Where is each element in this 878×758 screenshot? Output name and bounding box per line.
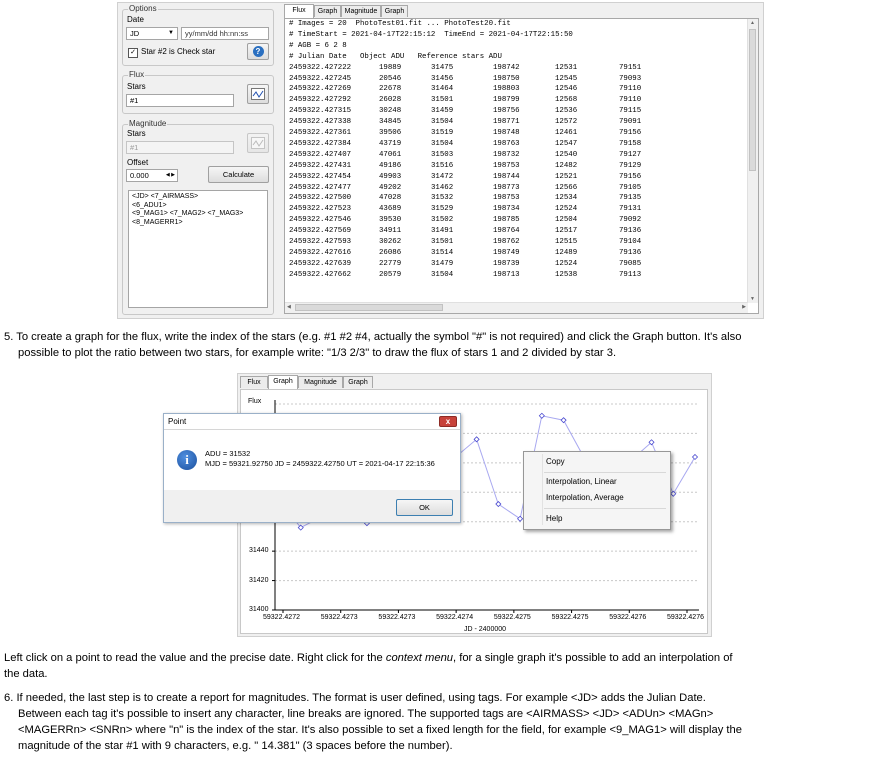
output-tabs xyxy=(284,5,434,18)
output-cell: 31503 xyxy=(431,150,454,159)
output-cell: 2459322.427338 xyxy=(289,118,352,127)
output-cell: 79156 xyxy=(619,129,642,137)
output-cell: 31529 xyxy=(431,205,454,214)
output-cell: 198744 xyxy=(493,172,520,181)
output-cell: 12524 xyxy=(555,205,578,214)
x-tick-label: 59322.4273 xyxy=(378,614,416,621)
output-cell: 198713 xyxy=(493,270,520,279)
output-header-line: # TimeStart = 2021-04-17T22:15:12 TimeEnd = 2021-04-17T22:15:50 xyxy=(289,30,573,39)
output-cell: 47061 xyxy=(379,150,402,159)
x-tick-label: 59322.4273 xyxy=(320,614,358,621)
date-mode-select[interactable]: JD ▼ xyxy=(126,27,178,40)
output-cell: 198773 xyxy=(493,183,520,192)
flux-graph-button[interactable] xyxy=(247,84,269,104)
flux-group-title: Flux xyxy=(129,70,145,79)
point-dialog-titlebar xyxy=(164,414,460,430)
flux-stars-input[interactable]: #1 xyxy=(126,94,234,107)
scroll-up-icon[interactable]: ▲ xyxy=(750,20,755,26)
output-cell: 31472 xyxy=(431,172,454,181)
output-cell: 198753 xyxy=(493,194,520,203)
output-cell: 12540 xyxy=(555,150,578,159)
point-dialog-body xyxy=(164,430,460,490)
output-cell: 198799 xyxy=(493,96,520,105)
x-tick-label: 59322.4276 xyxy=(609,614,647,621)
output-cell: 79136 xyxy=(619,248,642,257)
output-cell: 31462 xyxy=(431,183,454,192)
output-cell: 2459322.427222 xyxy=(289,63,352,72)
calculate-button[interactable]: Calculate xyxy=(208,166,269,183)
template-line: <9_MAG1> <7_MAG2> <7_MAG3> xyxy=(132,210,244,217)
output-cell: 2459322.427569 xyxy=(289,227,352,236)
data-point xyxy=(693,454,698,459)
output-cell: 20579 xyxy=(379,270,402,279)
date-label: Date xyxy=(127,15,144,24)
tab-flux-graph[interactable]: Graph xyxy=(314,5,341,17)
chevron-down-icon: ▼ xyxy=(168,30,174,36)
output-cell: 198763 xyxy=(493,139,520,148)
output-cell: 31516 xyxy=(431,161,454,170)
output-cell: 43689 xyxy=(379,205,402,214)
menu-item-copy[interactable]: Copy xyxy=(546,457,565,466)
x-tick-label: 59322.4274 xyxy=(436,614,474,621)
help-button[interactable] xyxy=(247,43,269,60)
offset-label: Offset xyxy=(127,158,149,167)
x-tick-label: 59322.4276 xyxy=(667,614,704,621)
horizontal-scrollbar[interactable] xyxy=(285,302,748,313)
output-cell: 12545 xyxy=(555,74,578,83)
output-cell: 12517 xyxy=(555,227,578,236)
help-icon: ? xyxy=(253,46,264,57)
output-cell: 12521 xyxy=(555,172,578,181)
x-tick-label: 59322.4275 xyxy=(493,614,531,621)
output-cell: 12546 xyxy=(555,85,578,94)
output-header-line: # Images = 20 PhotoTest01.fit ... PhotoTest20.fit xyxy=(289,20,511,28)
tab-flux-graph[interactable]: Graph xyxy=(268,375,298,389)
output-cell: 79085 xyxy=(619,259,642,268)
output-cell: 2459322.427662 xyxy=(289,270,352,279)
output-cell: 79136 xyxy=(619,227,642,236)
output-cell: 31502 xyxy=(431,216,454,225)
output-cell: 49903 xyxy=(379,172,402,181)
output-cell: 2459322.427546 xyxy=(289,216,352,225)
step6-line1: 6. If needed, the last step is to create a report for magnitudes. The format is user defined, using tags. For example <JD> adds the Julian Date. xyxy=(4,692,706,704)
close-button[interactable] xyxy=(439,416,457,427)
output-cell: 198739 xyxy=(493,259,520,268)
magnitude-group xyxy=(122,119,274,315)
template-line: <8_MAGERR1> xyxy=(132,218,183,226)
output-cell: 79158 xyxy=(619,139,642,148)
point-dialog-title: Point xyxy=(168,417,187,426)
output-cell: 19889 xyxy=(379,63,402,72)
context-menu xyxy=(523,451,671,530)
output-cell: 31456 xyxy=(431,74,454,83)
output-cell: 79115 xyxy=(619,107,642,116)
template-line: <JD> <7_AIRMASS> xyxy=(132,193,199,200)
graph-icon xyxy=(251,137,265,149)
output-cell: 30262 xyxy=(379,238,402,246)
point-dialog xyxy=(163,413,461,523)
data-point xyxy=(561,418,566,423)
output-cell: 79129 xyxy=(619,161,642,170)
output-cell: 2459322.427315 xyxy=(289,107,352,116)
date-input[interactable]: yy/mm/dd hh:nn:ss xyxy=(181,27,269,40)
output-cell: 2459322.427384 xyxy=(289,139,352,148)
magnitude-stars-input[interactable]: #1 xyxy=(126,141,234,154)
data-point xyxy=(539,413,544,418)
menu-item-help[interactable]: Help xyxy=(546,514,563,523)
output-cell: 12524 xyxy=(555,259,578,268)
magnitude-template-textarea[interactable] xyxy=(128,190,268,308)
output-cell: 34845 xyxy=(379,118,402,127)
tab-flux[interactable]: Flux xyxy=(284,4,314,18)
y-tick-label: 31440 xyxy=(249,547,269,555)
menu-separator xyxy=(544,472,666,473)
step6-line4: magnitude of the star #1 with 9 characters, e.g. " 14.381" (3 spaces before the number). xyxy=(18,740,453,752)
output-cell: 31514 xyxy=(431,248,454,257)
scroll-right-icon[interactable]: ▶ xyxy=(742,304,746,310)
output-cell: 12547 xyxy=(555,139,578,148)
output-cell: 26028 xyxy=(379,96,402,105)
x-tick-label: 59322.4272 xyxy=(263,614,300,621)
output-cell: 12531 xyxy=(555,63,578,72)
magnitude-group-title: Magnitude xyxy=(129,119,167,128)
output-cell: 34911 xyxy=(379,227,402,236)
vertical-scrollbar[interactable] xyxy=(747,19,758,303)
output-cell: 12461 xyxy=(555,129,578,137)
output-cell: 12538 xyxy=(555,270,578,279)
scroll-left-icon[interactable]: ◀ xyxy=(287,304,291,310)
output-cell: 31501 xyxy=(431,96,454,105)
step6-line2: Between each tag it's possible to insert any character, line breaks are ignored. The supported tags are <AIRMASS> <JD> <ADUn> <MAGn> xyxy=(18,708,714,720)
photometry-window xyxy=(117,2,764,319)
tab-magnitude-graph[interactable]: Graph xyxy=(381,5,408,17)
step6-line3: <MAGERRn> <SNRn> where "n" is the index of the star. It's also possible to set a fixed length for the field, for example <9_MAG1> will display the xyxy=(18,724,742,736)
output-cell: 2459322.427523 xyxy=(289,205,352,214)
output-cell: 39506 xyxy=(379,129,402,137)
output-cell: 43719 xyxy=(379,139,402,148)
template-line: <6_ADU1> xyxy=(132,201,167,209)
menu-item-interpolation-linear[interactable]: Interpolation, Linear xyxy=(546,477,617,486)
options-group xyxy=(122,4,274,66)
output-cell: 12566 xyxy=(555,183,578,192)
flux-output-panel[interactable] xyxy=(284,18,759,314)
step5-line2: possible to plot the ratio between two stars, for example write: "1/3 2/3" to draw the flux of stars 1 and 2 divided by star 3. xyxy=(18,347,617,359)
output-cell: 2459322.427639 xyxy=(289,259,352,268)
ok-button[interactable]: OK xyxy=(396,499,453,516)
output-cell: 26086 xyxy=(379,248,402,257)
output-cell: 12536 xyxy=(555,107,578,116)
menu-separator xyxy=(544,508,666,509)
flux-stars-label: Stars xyxy=(127,82,146,91)
output-cell: 31459 xyxy=(431,107,454,116)
output-cell: 30248 xyxy=(379,107,402,116)
output-cell: 198732 xyxy=(493,150,520,159)
menu-item-interpolation-average[interactable]: Interpolation, Average xyxy=(546,493,624,502)
point-adu-text: ADU = 31532 xyxy=(205,449,251,458)
output-cell: 2459322.427477 xyxy=(289,183,352,192)
output-cell: 79105 xyxy=(619,183,642,192)
close-icon: x xyxy=(445,417,451,426)
output-cell: 79110 xyxy=(619,96,642,105)
output-cell: 2459322.427245 xyxy=(289,74,352,83)
output-cell: 31519 xyxy=(431,129,454,137)
magnitude-stars-label: Stars xyxy=(127,129,146,138)
output-cell: 39530 xyxy=(379,216,402,225)
graph-icon xyxy=(251,88,265,100)
output-cell: 2459322.427454 xyxy=(289,172,352,181)
output-cell: 12568 xyxy=(555,96,578,105)
output-cell: 79093 xyxy=(619,74,642,83)
tab-magnitude[interactable]: Magnitude xyxy=(341,5,381,17)
output-header-line: # AGB = 6 2 8 xyxy=(289,41,347,50)
scrollbar-thumb[interactable] xyxy=(295,304,443,311)
flux-group xyxy=(122,70,274,114)
output-cell: 31504 xyxy=(431,139,454,148)
tab-magnitude-graph[interactable]: Graph xyxy=(343,376,373,388)
magnitude-graph-button[interactable] xyxy=(247,133,269,153)
output-cell: 79092 xyxy=(619,216,642,225)
output-cell: 79113 xyxy=(619,270,642,279)
context-menu-emphasis: context menu xyxy=(385,652,454,664)
offset-input[interactable]: 0.000 ◀ ▶ xyxy=(126,169,178,182)
output-cell: 2459322.427616 xyxy=(289,248,352,257)
output-cell: 31501 xyxy=(431,238,454,246)
tab-magnitude[interactable]: Magnitude xyxy=(298,376,343,388)
output-cell: 12572 xyxy=(555,118,578,127)
output-cell: 31532 xyxy=(431,194,454,203)
output-cell: 20546 xyxy=(379,74,402,83)
x-axis-label: JD - 2400000 xyxy=(464,626,507,633)
output-cell: 198762 xyxy=(493,238,520,246)
output-cell: 31491 xyxy=(431,227,454,236)
output-cell: 2459322.427593 xyxy=(289,238,352,246)
y-tick-label: 31420 xyxy=(249,576,269,584)
output-cell: 198756 xyxy=(493,107,520,116)
output-cell: 31464 xyxy=(431,85,454,94)
output-cell: 79151 xyxy=(619,63,642,72)
output-cell: 22678 xyxy=(379,85,402,94)
output-cell: 79156 xyxy=(619,172,642,181)
output-cell: 2459322.427269 xyxy=(289,85,352,94)
output-cell: 12515 xyxy=(555,238,578,246)
output-cell: 2459322.427431 xyxy=(289,161,352,170)
output-cell: 2459322.427407 xyxy=(289,150,352,159)
options-group-title: Options xyxy=(129,4,157,13)
chart-title: Flux xyxy=(248,398,262,405)
check-star-checkbox[interactable]: ✓ xyxy=(128,48,138,58)
output-cell: 12534 xyxy=(555,194,578,203)
y-tick-label: 31400 xyxy=(249,606,269,613)
output-cell: 79135 xyxy=(619,194,642,203)
output-cell: 49186 xyxy=(379,161,402,170)
graph-tabs xyxy=(240,376,380,389)
output-header-line: # Julian Date Object ADU Reference stars ADU xyxy=(289,52,502,61)
step5-line1: 5. To create a graph for the flux, write the index of the stars (e.g. #1 #2 #4, actually the symbol "#" is not required) and click the Graph button. It's also xyxy=(4,331,742,343)
output-cell: 79091 xyxy=(619,118,642,127)
output-cell: 198771 xyxy=(493,118,520,127)
scrollbar-thumb[interactable] xyxy=(749,29,756,171)
output-cell: 79104 xyxy=(619,238,642,246)
output-cell: 31479 xyxy=(431,259,454,268)
output-cell: 198785 xyxy=(493,216,520,225)
output-cell: 2459322.427292 xyxy=(289,96,352,105)
output-cell: 198749 xyxy=(493,248,520,257)
tab-flux[interactable]: Flux xyxy=(240,376,268,388)
info-icon: i xyxy=(177,450,197,470)
click-paragraph-line1: Left click on a point to read the value and the precise date. Right click for the context menu, for a single graph it's possible to add an interpolation of xyxy=(4,652,733,664)
scroll-down-icon[interactable]: ▼ xyxy=(750,296,755,302)
spin-arrows-icon[interactable]: ◀ ▶ xyxy=(165,172,175,178)
check-star-label: Star #2 is Check star xyxy=(141,47,216,56)
output-cell: 22779 xyxy=(379,259,402,268)
output-cell: 31504 xyxy=(431,118,454,127)
output-cell: 198753 xyxy=(493,161,520,170)
output-cell: 2459322.427500 xyxy=(289,194,352,203)
output-cell: 198748 xyxy=(493,129,520,137)
point-date-text: MJD = 59321.92750 JD = 2459322.42750 UT = 2021-04-17 22:15:36 xyxy=(205,459,435,468)
click-paragraph-line2: the data. xyxy=(4,668,48,680)
output-cell: 31475 xyxy=(431,63,454,72)
output-cell: 49202 xyxy=(379,183,402,192)
output-cell: 198734 xyxy=(493,205,520,214)
output-cell: 79110 xyxy=(619,85,642,94)
output-cell: 12482 xyxy=(555,161,578,170)
output-cell: 79131 xyxy=(619,205,642,214)
x-tick-label: 59322.4275 xyxy=(551,614,589,621)
menu-gutter xyxy=(542,454,543,525)
output-cell: 198750 xyxy=(493,74,520,83)
output-cell: 198764 xyxy=(493,227,520,236)
output-cell: 12489 xyxy=(555,248,578,257)
output-cell: 12504 xyxy=(555,216,578,225)
output-cell: 2459322.427361 xyxy=(289,129,352,137)
output-cell: 47028 xyxy=(379,194,402,203)
output-cell: 198803 xyxy=(493,85,520,94)
output-cell: 198742 xyxy=(493,63,520,72)
output-cell: 31504 xyxy=(431,270,454,279)
output-cell: 79127 xyxy=(619,150,642,159)
